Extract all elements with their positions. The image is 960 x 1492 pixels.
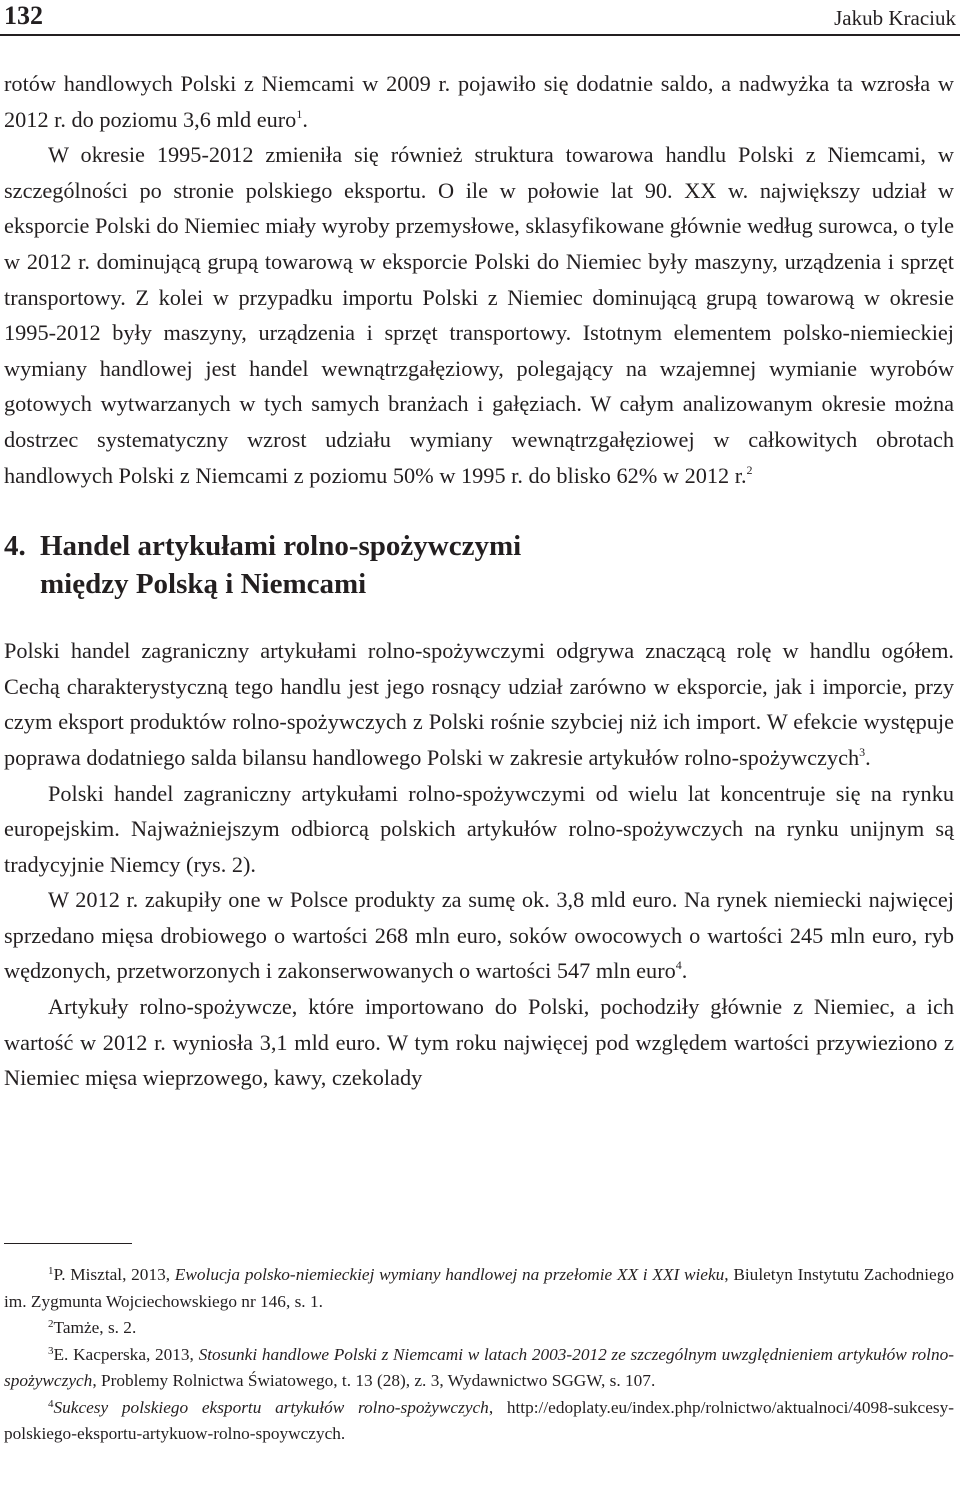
footnote-4-link[interactable]: , http://edoplaty.eu/index.php/rolnictwo/aktualnoci/4098-sukcesy-polskiego-eksportu-artykuow-rolno-spoywczych. [4,1397,954,1443]
paragraph-5-end: . [681,958,688,984]
footnote-4-mark: 4 [48,1397,54,1410]
footnotes [4,1262,954,1448]
footnote-3-mark: 3 [48,1344,54,1357]
paragraph-5 [4,882,954,989]
footnote-ref-3[interactable]: 3 [859,744,866,759]
section-title-line2: między Polską i Niemcami [40,568,367,601]
paragraph-4: Polski handel zagraniczny artykułami rolno-spożywczymi od wielu lat koncentruje się na rynku europejskim. Najważniejszym odbiorcą polskich artykułów rolno-spożywczych na rynku unijnym są tradycyjnie Niemcy (rys. 2). [4,780,954,877]
section-number: 4. [4,530,26,563]
paragraph-5-text: W 2012 r. zakupiły one w Polsce produkty za sumę ok. 3,8 mld euro. Na rynek niemiecki najwięcej sprzedano mięsa drobiowego o wartości 268 mln euro, soków owocowych o wartości 245 mln euro, ryb wędzonych, przetworzonych i zakonserwowanych o wartości 547 mln euro [4,887,954,984]
footnote-2 [4,1315,954,1342]
footnote-1-post: , Biuletyn Instytutu Zachodniego im. Zygmunta Wojciechowskiego nr 146, s. 1. [4,1265,955,1311]
footnote-ref-1[interactable]: 1 [296,106,303,121]
running-header [0,0,960,36]
footnote-3 [4,1342,954,1395]
section-heading [4,527,954,603]
paragraph-3-end: . [865,744,871,770]
body-text [4,66,954,1096]
footnote-ref-2[interactable]: 2 [746,462,753,477]
paragraph-2-text: W okresie 1995-2012 zmieniła się również struktura towarowa handlu Polski z Niemcami, w szczególności po stronie polskiego eksportu. O ile w połowie lat 90. XX w. największy udział w eksporcie Polski do Niemiec miały wyroby przemysłowe, sklasyfikowane głównie według surowca, o tyle w 2012 r. dominującą grupą towarową w eksporcie Polski do Niemiec były maszyny, urządzenia i sprzęt transportowy. Z kolei w przypadku importu Polski z Niemiec dominującą grupą towarową w okresie 1995-2012 były maszyny, urządzenia i sprzęt transportowy. Istotnym elementem polsko-niemieckiej wymiany handlowej jest handel wewnątrzgałęziowy, polegający na wzajemnej wymianie wyrobów gotowych wytwarzanych w tych samych branżach i gałęziach. W całym analizowanym okresie można dostrzec systematyczny wzrost udziału wymiany wewnątrzgałęziowej w całkowitych obrotach handlowych Polski z Niemcami z poziomu 50% w 1995 r. do blisko 62% w 2012 r. [4,142,954,488]
paragraph-1 [4,66,954,137]
footnote-1-title: Ewolucja polsko-niemieckiej wymiany handlowej na przełomie XX i XXI wieku [174,1265,725,1284]
footnote-4-title: Sukcesy polskiego eksportu artykułów rolno-spożywczych [53,1397,489,1417]
paragraph-6: Artykuły rolno-spożywcze, które importowano do Polski, pochodziły głównie z Niemiec, a ich wartość w 2012 r. wyniosła 3,1 mld euro. W tym roku najwięcej pod względem wartości przywieziono z Niemiec mięsa wieprzowego, kawy, czekolady [4,994,954,1091]
paragraph-3-text: Polski handel zagraniczny artykułami rolno-spożywczymi odgrywa znaczącą rolę w handlu ogółem. Cechą charakterystyczną tego handlu jest jego rosnący udział zarówno w eksporcie, jak i imporcie, przy czym eksport produktów rolno-spożywczych z Polski rośnie szybciej niż ich import. W efekcie występuje poprawa dodatniego salda bilansu handlowego Polski w zakresie artykułów rolno-spożywczych [4,638,954,770]
footnote-1 [4,1262,954,1315]
paragraph-2 [4,137,954,493]
footnote-1-pre: P. Misztal, 2013, [53,1265,175,1284]
footnote-ref-4[interactable]: 4 [675,958,682,973]
paragraph-3 [4,633,954,775]
footnote-1-mark: 1 [48,1265,54,1277]
footnote-3-pre: E. Kacperska, 2013, [53,1344,199,1364]
footnote-2-text: Tamże, s. 2. [53,1318,137,1337]
footnote-3-title: Stosunki handlowe Polski z Niemcami w latach 2003-2012 ze szczególnym uwzględnieniem artykułów rolno-spożywczych [4,1344,954,1390]
footnote-3-post: , Problemy Rolnictwa Światowego, t. 13 (28), z. 3, Wydawnictwo SGGW, s. 107. [92,1371,656,1390]
running-author: Jakub Kraciuk [834,6,956,30]
page-number: 132 [4,1,43,30]
paragraph-1-text: rotów handlowych Polski z Niemcami w 2009 r. pojawiło się dodatnie saldo, a nadwyżka ta wzrosła w 2012 r. do poziomu 3,6 mld euro [4,71,954,132]
footnote-2-mark: 2 [48,1318,54,1330]
footnote-separator [4,1243,132,1244]
footnote-4 [4,1395,954,1448]
paragraph-1-end: . [302,106,308,132]
section-title-line1: Handel artykułami rolno-spożywczymi [40,530,522,563]
